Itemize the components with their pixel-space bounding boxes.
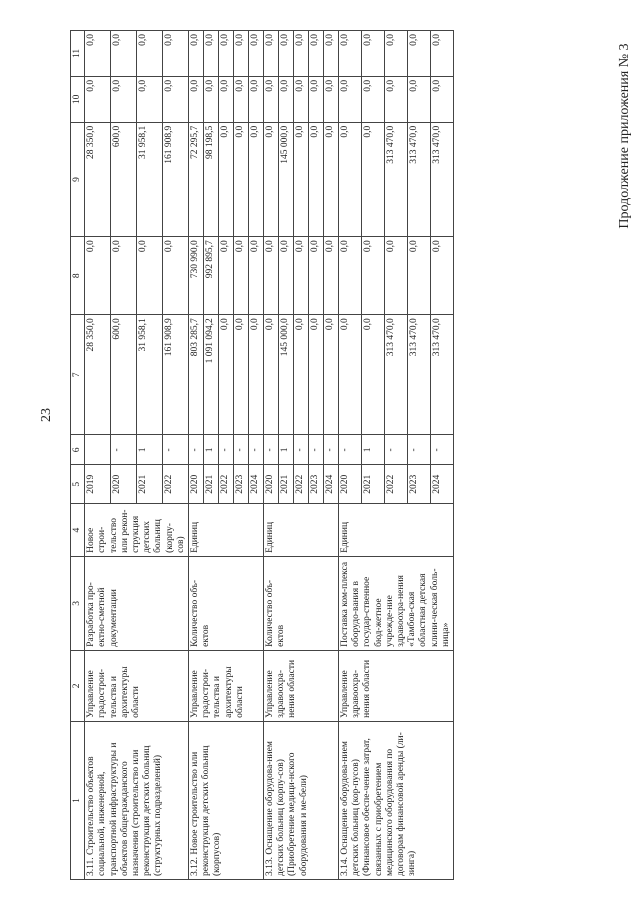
regional-cell: 98 198,5 (204, 122, 219, 237)
regional-cell: 0,0 (264, 122, 279, 237)
value-cell: - (408, 435, 431, 465)
column-header: 11 (71, 31, 85, 77)
unit-cell: Единиц (339, 504, 454, 557)
federal-cell: 0,0 (324, 237, 339, 315)
year-cell: 2023 (234, 465, 249, 504)
indicator-cell: Поставка ком-плекса оборудо-вания в государ-ственное бюд-жетное учрежде-ние здравоохра-нения «Тамбов-ская областная детская клини-ческая боль-ница» (339, 556, 454, 650)
executor-cell: Управление градострои-тельства и архитектуры области (189, 650, 264, 721)
page-number: 23 (39, 408, 54, 422)
local-cell: 0,0 (339, 76, 362, 122)
total-cell: 600,0 (111, 315, 137, 435)
local-cell: 0,0 (362, 76, 385, 122)
federal-cell: 0,0 (85, 237, 111, 315)
year-cell: 2024 (324, 465, 339, 504)
other-cell: 0,0 (362, 31, 385, 77)
federal-cell: 0,0 (249, 237, 264, 315)
value-cell: 1 (204, 435, 219, 465)
regional-cell: 313 470,0 (385, 122, 408, 237)
other-cell: 0,0 (294, 31, 309, 77)
total-cell: 31 958,1 (137, 315, 163, 435)
regional-cell: 31 958,1 (137, 122, 163, 237)
total-cell: 161 908,9 (163, 315, 189, 435)
item-name-cell: 3.13. Оснащение оборудова-нием детских больниц (корпу-сов) (Приобретение медици-нского оборудования и ме-бели) (264, 721, 339, 879)
other-cell: 0,0 (234, 31, 249, 77)
year-cell: 2022 (163, 465, 189, 504)
local-cell: 0,0 (294, 76, 309, 122)
total-cell: 28 350,0 (85, 315, 111, 435)
year-cell: 2024 (431, 465, 454, 504)
year-cell: 2023 (408, 465, 431, 504)
column-header: 3 (71, 556, 85, 650)
column-header: 8 (71, 237, 85, 315)
local-cell: 0,0 (408, 76, 431, 122)
indicator-cell: Количество объ-ектов (264, 556, 339, 650)
other-cell: 0,0 (279, 31, 294, 77)
year-cell: 2020 (111, 465, 137, 504)
value-cell: - (339, 435, 362, 465)
item-name-cell: 3.14. Оснащение оборудова-нием детских больниц (кор-пусов) (Финансовое обеспе-чение затрат, связанных с приобретением медицинского оборудования по договорам финансовой аренды (ли-зинга) (339, 721, 454, 879)
federal-cell: 0,0 (339, 237, 362, 315)
federal-cell: 992 895,7 (204, 237, 219, 315)
value-cell: - (163, 435, 189, 465)
column-header: 7 (71, 315, 85, 435)
regional-cell: 0,0 (249, 122, 264, 237)
year-cell: 2023 (309, 465, 324, 504)
federal-cell: 0,0 (431, 237, 454, 315)
table-row (189, 31, 204, 880)
year-cell: 2021 (362, 465, 385, 504)
indicator-cell: Количество объ-ектов (189, 556, 264, 650)
other-cell: 0,0 (408, 31, 431, 77)
total-cell: 313 470,0 (431, 315, 454, 435)
federal-cell: 0,0 (137, 237, 163, 315)
year-cell: 2024 (249, 465, 264, 504)
regional-cell: 145 000,0 (279, 122, 294, 237)
total-cell: 313 470,0 (385, 315, 408, 435)
table-row (85, 31, 111, 880)
table-row (264, 31, 279, 880)
total-cell: 1 091 094,2 (204, 315, 219, 435)
year-cell: 2021 (279, 465, 294, 504)
regional-cell: 0,0 (324, 122, 339, 237)
total-cell: 313 470,0 (408, 315, 431, 435)
other-cell: 0,0 (111, 31, 137, 77)
unit-cell: Новое строи-тельство или рекон-струкция детских больниц (корпу-сов) (85, 504, 189, 557)
other-cell: 0,0 (431, 31, 454, 77)
unit-cell: Единиц (264, 504, 339, 557)
column-header: 6 (71, 435, 85, 465)
other-cell: 0,0 (189, 31, 204, 77)
value-cell: - (234, 435, 249, 465)
federal-cell: 0,0 (234, 237, 249, 315)
value-cell: - (111, 435, 137, 465)
regional-cell: 0,0 (234, 122, 249, 237)
value-cell: - (385, 435, 408, 465)
total-cell: 145 000,0 (279, 315, 294, 435)
local-cell: 0,0 (189, 76, 204, 122)
year-cell: 2020 (339, 465, 362, 504)
local-cell: 0,0 (324, 76, 339, 122)
other-cell: 0,0 (385, 31, 408, 77)
regional-cell: 0,0 (219, 122, 234, 237)
local-cell: 0,0 (204, 76, 219, 122)
value-cell: - (249, 435, 264, 465)
regional-cell: 0,0 (294, 122, 309, 237)
local-cell: 0,0 (264, 76, 279, 122)
regional-cell: 0,0 (339, 122, 362, 237)
regional-cell: 600,0 (111, 122, 137, 237)
total-cell: 0,0 (264, 315, 279, 435)
column-header: 10 (71, 76, 85, 122)
total-cell: 0,0 (249, 315, 264, 435)
year-cell: 2020 (264, 465, 279, 504)
column-header: 5 (71, 465, 85, 504)
total-cell: 0,0 (324, 315, 339, 435)
item-name-cell: 3.12. Новое строительство или реконструкция детских больниц (корпусов) (189, 721, 264, 879)
value-cell: 1 (279, 435, 294, 465)
other-cell: 0,0 (85, 31, 111, 77)
value-cell: - (264, 435, 279, 465)
value-cell: - (431, 435, 454, 465)
regional-cell: 28 350,0 (85, 122, 111, 237)
local-cell: 0,0 (249, 76, 264, 122)
local-cell: 0,0 (279, 76, 294, 122)
total-cell: 803 285,7 (189, 315, 204, 435)
column-header: 4 (71, 504, 85, 557)
executor-cell: Управление здравоохра-нения области (264, 650, 339, 721)
other-cell: 0,0 (264, 31, 279, 77)
federal-cell: 730 990,0 (189, 237, 204, 315)
program-table (70, 30, 454, 880)
other-cell: 0,0 (324, 31, 339, 77)
federal-cell: 0,0 (264, 237, 279, 315)
value-cell: - (189, 435, 204, 465)
value-cell: - (294, 435, 309, 465)
local-cell: 0,0 (85, 76, 111, 122)
year-cell: 2020 (189, 465, 204, 504)
total-cell: 0,0 (339, 315, 362, 435)
item-name-cell: 3.11. Строительство объектов социальной, инженерной, транспортной инфраструктуры и объектов общегражданского назначения (строительство или реконструкция детских больниц (структурных подразделений) (85, 721, 189, 879)
value-cell: - (309, 435, 324, 465)
total-cell: 0,0 (234, 315, 249, 435)
column-header: 1 (71, 721, 85, 879)
value-cell: - (219, 435, 234, 465)
year-cell: 2019 (85, 465, 111, 504)
federal-cell: 0,0 (219, 237, 234, 315)
federal-cell: 0,0 (309, 237, 324, 315)
table-body (85, 31, 454, 880)
federal-cell: 0,0 (385, 237, 408, 315)
year-cell: 2022 (294, 465, 309, 504)
local-cell: 0,0 (111, 76, 137, 122)
federal-cell: 0,0 (408, 237, 431, 315)
other-cell: 0,0 (249, 31, 264, 77)
indicator-cell: Разработка про-ектно-сметной документации (85, 556, 189, 650)
local-cell: 0,0 (309, 76, 324, 122)
local-cell: 0,0 (431, 76, 454, 122)
regional-cell: 161 908,9 (163, 122, 189, 237)
year-cell: 2021 (137, 465, 163, 504)
regional-cell: 0,0 (309, 122, 324, 237)
year-cell: 2022 (219, 465, 234, 504)
regional-cell: 72 295,7 (189, 122, 204, 237)
column-number-row (71, 31, 85, 880)
federal-cell: 0,0 (163, 237, 189, 315)
regional-cell: 0,0 (362, 122, 385, 237)
local-cell: 0,0 (163, 76, 189, 122)
other-cell: 0,0 (219, 31, 234, 77)
value-cell: - (324, 435, 339, 465)
federal-cell: 0,0 (294, 237, 309, 315)
unit-cell: Единиц (189, 504, 264, 557)
total-cell: 0,0 (219, 315, 234, 435)
column-header: 2 (71, 650, 85, 721)
total-cell: 0,0 (294, 315, 309, 435)
executor-cell: Управление градострои-тельства и архитектуры области (85, 650, 189, 721)
other-cell: 0,0 (137, 31, 163, 77)
value-cell (85, 435, 111, 465)
year-cell: 2022 (385, 465, 408, 504)
regional-cell: 313 470,0 (408, 122, 431, 237)
value-cell: 1 (137, 435, 163, 465)
other-cell: 0,0 (339, 31, 362, 77)
local-cell: 0,0 (137, 76, 163, 122)
other-cell: 0,0 (204, 31, 219, 77)
table-row (339, 31, 362, 880)
column-header: 9 (71, 122, 85, 237)
rotated-table-container (70, 30, 567, 880)
total-cell: 0,0 (362, 315, 385, 435)
regional-cell: 313 470,0 (431, 122, 454, 237)
local-cell: 0,0 (385, 76, 408, 122)
local-cell: 0,0 (234, 76, 249, 122)
federal-cell: 0,0 (279, 237, 294, 315)
appendix-caption: Продолжение приложения № 3 (617, 43, 632, 229)
other-cell: 0,0 (309, 31, 324, 77)
other-cell: 0,0 (163, 31, 189, 77)
executor-cell: Управление здравоохра-нения области (339, 650, 454, 721)
year-cell: 2021 (204, 465, 219, 504)
total-cell: 0,0 (309, 315, 324, 435)
value-cell: 1 (362, 435, 385, 465)
federal-cell: 0,0 (111, 237, 137, 315)
federal-cell: 0,0 (362, 237, 385, 315)
local-cell: 0,0 (219, 76, 234, 122)
